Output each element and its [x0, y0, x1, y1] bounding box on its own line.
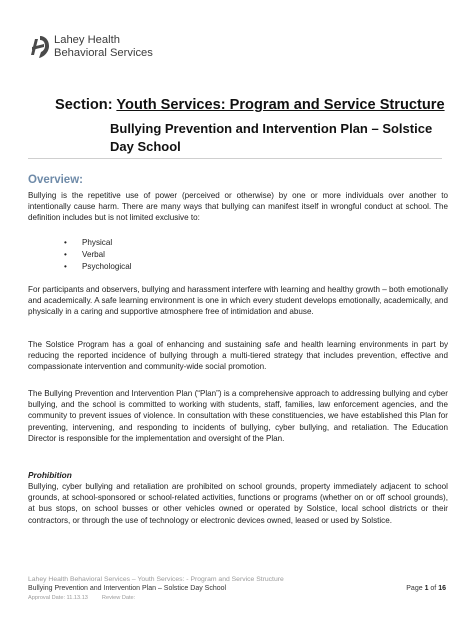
- paragraph-text: Bullying, cyber bullying and retaliation are prohibited on school grounds, property immediately adjacent to school grounds, at school-sponsored or school-related activities, functions or programs (whether on or off school grounds), at bus stops, on school busses or other vehicles owned or operated by Solstice, local school districts or their contractors, or through the use of technology or electronic devices owned, leased or used by Solstice.: [28, 482, 448, 525]
- paragraph-text: Bullying is the repetitive use of power (perceived or otherwise) by one or more individuals over another to intentionally cause harm. There are many ways that bullying can manifest itself in wrongful conduct at school. The definition includes but is not limited exclusive to:: [28, 191, 448, 223]
- document-title: Bullying Prevention and Intervention Plan – Solstice Day School: [110, 121, 433, 154]
- logo-line-2: Behavioral Services: [54, 46, 153, 59]
- footer-document-name: Bullying Prevention and Intervention Plan – Solstice Day School: [28, 585, 227, 592]
- header-divider: [28, 158, 442, 159]
- page-current: 1: [424, 585, 429, 592]
- page-total: 16: [438, 585, 446, 592]
- overview-heading: Overview:: [28, 174, 83, 186]
- page-prefix: Page: [406, 585, 425, 592]
- review-date: Review Date:: [101, 595, 136, 601]
- prohibition-heading: Prohibition: [28, 470, 72, 480]
- paragraph-text: For participants and observers, bullying and harassment interfere with learning and healthy growth – both emotionally and academically. A safe learning environment is one in which every student develops emotionally, academically, and physically in a caring and supportive atmosphere free of intimidation and abuse.: [28, 285, 448, 317]
- logo-mark-icon: [30, 35, 50, 59]
- overview-paragraph-1: [28, 190, 448, 224]
- section-heading: [55, 97, 445, 113]
- approval-date: Approval Date: 11.13.13: [28, 595, 88, 601]
- logo-line-1: Lahey Health: [54, 34, 120, 46]
- page-number: [406, 584, 446, 594]
- paragraph-text: The Bullying Prevention and Intervention Plan (“Plan”) is a comprehensive approach to addressing bullying and cyber bullying, and the school is committed to working with students, staff, families, law enforcement agencies, and the community to prevent issues of violence. In consultation with these constituencies, we have established this Plan for preventing, intervening, and responding to incidents of bullying, cyber bullying, and retaliation. The Education Director is responsible for the implementation and oversight of the Plan.: [28, 389, 448, 443]
- list-item: • Psychological: [64, 261, 132, 273]
- overview-paragraph-3: [28, 339, 448, 373]
- page-footer: [28, 575, 446, 602]
- list-item: • Physical: [64, 237, 132, 249]
- organization-logo: [30, 34, 153, 59]
- page-of: of: [428, 585, 439, 592]
- paragraph-text: The Solstice Program has a goal of enhancing and sustaining safe and health learning environments in part by reducing the reported incidence of bullying through a multi-tiered strategy that includes prevention, effective and compassionate intervention and community-wide social promotion.: [28, 340, 448, 372]
- overview-paragraph-4: [28, 388, 448, 444]
- section-title: Youth Services: Program and Service Structure: [116, 97, 445, 113]
- overview-paragraph-2: [28, 284, 448, 318]
- bullying-types-list: [64, 237, 132, 274]
- section-prefix: Section:: [55, 97, 117, 113]
- list-item: • Verbal: [64, 249, 132, 261]
- prohibition-paragraph: [28, 481, 448, 526]
- footer-department: Lahey Health Behavioral Services – Youth Services: - Program and Service Structure: [28, 576, 284, 583]
